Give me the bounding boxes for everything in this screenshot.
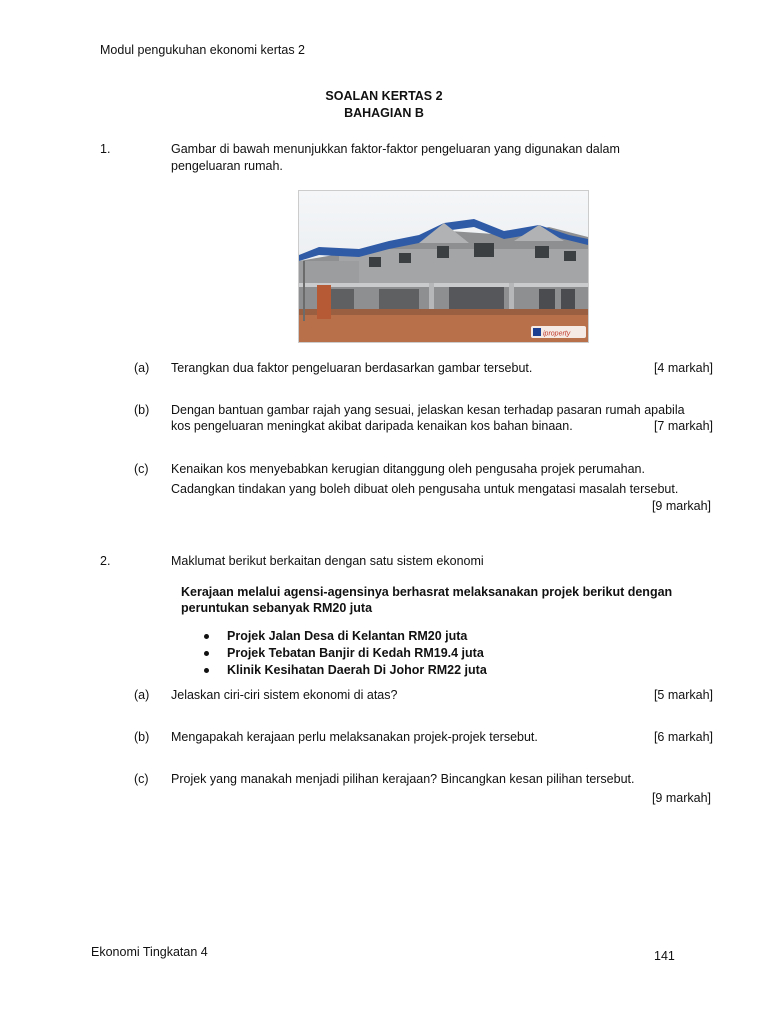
bullet-dot [204,634,209,639]
q1c-marks: [9 markah] [651,499,711,513]
q1-intro-line1: Gambar di bawah menunjukkan faktor-faktor pengeluaran yang digunakan dalam [171,142,620,156]
watermark-text: iproperty [543,330,571,338]
q1b-line1: Dengan bantuan gambar rajah yang sesuai, jelaskan kesan terhadap pasaran rumah apabila [171,403,685,417]
q1b-label: (b) [134,403,150,417]
q1a-label: (a) [134,361,150,375]
q1b-line2: kos pengeluaran meningkat akibat daripada kenaikan kos bahan binaan. [171,419,573,433]
bullet-dot [204,668,209,673]
q1-number: 1. [100,142,111,156]
bullet-item: Klinik Kesihatan Daerah Di Johor RM22 juta [227,663,487,677]
page-number: 141 [654,949,675,963]
q2-number: 2. [100,554,111,568]
footer-subject: Ekonomi Tingkatan 4 [91,945,208,959]
q2a-label: (a) [134,688,150,702]
q1-intro-line2: pengeluaran rumah. [171,159,283,173]
q1c-line1: Kenaikan kos menyebabkan kerugian ditanggung oleh pengusaha projek perumahan. [171,462,645,476]
q2b-label: (b) [134,730,150,744]
q2a-text: Jelaskan ciri-ciri sistem ekonomi di atas? [171,688,398,702]
house-construction-illustration [299,191,588,342]
bullet-dot [204,651,209,656]
module-header: Modul pengukuhan ekonomi kertas 2 [100,43,305,57]
bullet-item: Projek Tebatan Banjir di Kedah RM19.4 juta [227,646,484,660]
q2-intro: Maklumat berikut berkaitan dengan satu sistem ekonomi [171,554,484,568]
q1a-marks: [4 markah] [653,361,713,375]
q2b-text: Mengapakah kerajaan perlu melaksanakan projek-projek tersebut. [171,730,538,744]
q2b-marks: [6 markah] [653,730,713,744]
q2c-text: Projek yang manakah menjadi pilihan kerajaan? Bincangkan kesan pilihan tersebut. [171,772,635,786]
q1a-text: Terangkan dua faktor pengeluaran berdasarkan gambar tersebut. [171,361,533,375]
q2-box-line2: peruntukan sebanyak RM20 juta [181,601,373,615]
q1c-line2: Cadangkan tindakan yang boleh dibuat oleh pengusaha untuk mengatasi masalah tersebut. [171,482,679,496]
q2a-marks: [5 markah] [653,688,713,702]
q2c-marks: [9 markah] [651,791,711,805]
bullet-item: Projek Jalan Desa di Kelantan RM20 juta [227,629,468,643]
house-construction-photo [298,190,589,343]
section-subtitle: BAHAGIAN B [344,106,424,120]
section-title: SOALAN KERTAS 2 [325,89,443,103]
q1b-marks: [7 markah] [653,419,713,433]
q2-box-line1: Kerajaan melalui agensi-agensinya berhasrat melaksanakan projek berikut dengan [181,585,673,599]
q1c-label: (c) [134,462,149,476]
q2c-label: (c) [134,772,149,786]
